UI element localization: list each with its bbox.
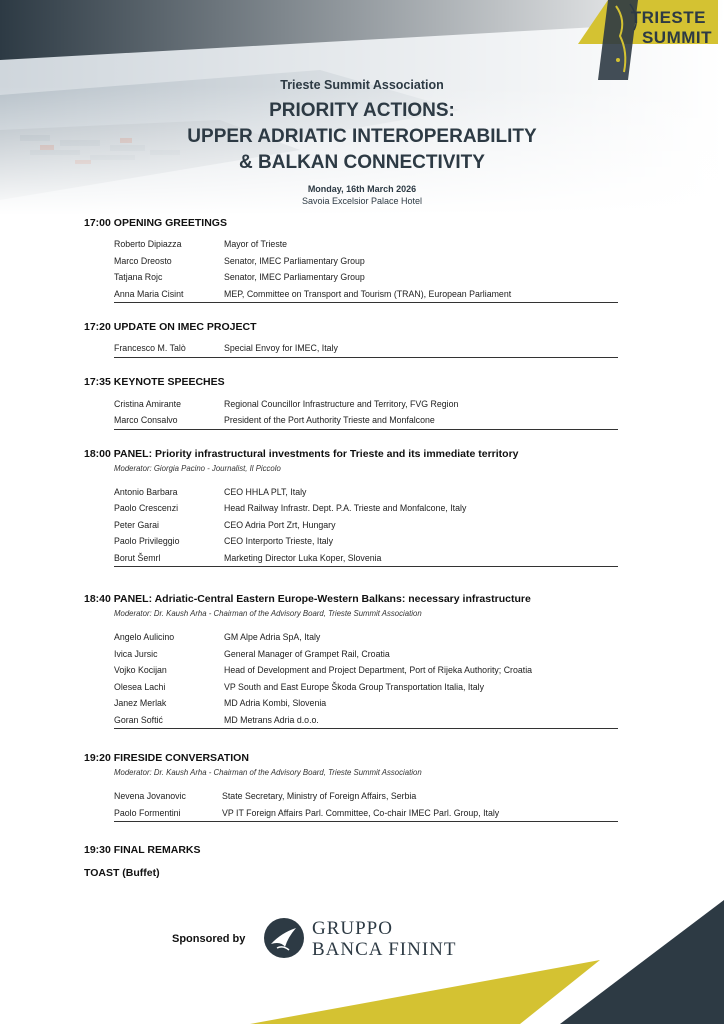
speaker-row (114, 646, 618, 663)
speaker-role: CEO HHLA PLT, Italy (224, 486, 307, 497)
moderator-note: Moderator: Giorgia Pacino - Journalist, Il Piccolo (114, 463, 281, 473)
speaker-list (114, 629, 618, 729)
title-line: UPPER ADRIATIC INTEROPERABILITY (187, 126, 537, 147)
speaker-name: Roberto Dipiazza (114, 239, 182, 249)
speaker-list (114, 340, 618, 358)
speaker-list (114, 788, 618, 822)
speaker-role: Mayor of Trieste (224, 239, 288, 249)
speaker-name: Marco Dreosto (114, 255, 172, 266)
sponsor-name-line1: GRUPPO (312, 918, 393, 939)
speaker-row (114, 533, 618, 550)
speaker-role: CEO Adria Port Zrt, Hungary (224, 519, 336, 530)
speaker-name: Marco Consalvo (114, 415, 178, 425)
title-line: PRIORITY ACTIONS: (269, 100, 455, 121)
speaker-row (114, 396, 618, 413)
speaker-role: Head of Development and Project Department, Port of Rijeka Authority; Croatia (224, 665, 533, 675)
speaker-role: Senator, IMEC Parliamentary Group (224, 272, 365, 282)
section-title: 17:00 OPENING GREETINGS (84, 217, 227, 229)
speaker-row (114, 662, 618, 679)
speaker-row (114, 500, 618, 517)
speaker-row (114, 679, 618, 696)
speaker-name: Ivica Jursic (114, 648, 158, 659)
speaker-row (114, 517, 618, 534)
speaker-row (114, 412, 618, 429)
event-venue: Savoia Excelsior Palace Hotel (301, 196, 423, 206)
speaker-name: Cristina Amirante (114, 398, 181, 409)
speaker-name: Anna Maria Cisint (114, 288, 184, 299)
speaker-row (114, 629, 618, 646)
section-title: 17:20 UPDATE ON IMEC PROJECT (84, 321, 257, 333)
speaker-list (114, 396, 618, 430)
sponsor-name-line2: BANCA FININT (312, 939, 457, 960)
event-date: Monday, 16th March 2026 (307, 184, 417, 194)
footer-decoration (0, 900, 724, 1024)
association-name: Trieste Summit Association (280, 78, 444, 92)
speaker-role: Special Envoy for IMEC, Italy (224, 343, 338, 353)
speaker-name: Nevena Jovanovic (114, 791, 186, 801)
speaker-name: Paolo Crescenzi (114, 503, 179, 513)
agenda-section (84, 216, 624, 303)
speaker-name: Janez Merlak (114, 698, 167, 708)
agenda-section (84, 320, 624, 358)
speaker-row (114, 550, 618, 567)
speaker-role: Regional Councillor Infrastructure and Territory, FVG Region (224, 398, 459, 409)
moderator-note: Moderator: Dr. Kaush Arha - Chairman of the Advisory Board, Trieste Summit Association (114, 609, 422, 618)
speaker-role: MD Adria Kombi, Slovenia (224, 698, 327, 708)
speaker-name: Paolo Formentini (114, 807, 181, 818)
speaker-row (114, 712, 618, 729)
speaker-row (114, 695, 618, 712)
speaker-name: Paolo Privileggio (114, 536, 180, 546)
speaker-list (114, 484, 618, 568)
speaker-role: MD Metrans Adria d.o.o. (224, 714, 319, 725)
speaker-name: Antonio Barbara (114, 486, 178, 497)
speaker-name: Vojko Kocijan (114, 665, 167, 675)
speaker-row (114, 484, 618, 501)
speaker-role: Marketing Director Luka Koper, Slovenia (224, 552, 382, 563)
speaker-name: Angelo Aulicino (114, 632, 175, 642)
speaker-name: Goran Softić (114, 714, 163, 725)
sponsor-label: Sponsored by (172, 933, 246, 945)
agenda-section (84, 375, 624, 430)
speaker-row (114, 340, 618, 357)
section-title: 18:40 PANEL: Adriatic-Central Eastern Europe-Western Balkans: necessary infrastructure (84, 593, 531, 605)
speaker-role: General Manager of Grampet Rail, Croatia (224, 648, 390, 659)
toast-buffet: TOAST (Buffet) (84, 867, 160, 879)
speaker-row (114, 788, 618, 805)
speaker-name: Borut Šemrl (114, 552, 161, 563)
moderator-note: Moderator: Dr. Kaush Arha - Chairman of the Advisory Board, Trieste Summit Association (114, 768, 422, 777)
speaker-row (114, 269, 618, 286)
title-line: & BALKAN CONNECTIVITY (239, 152, 485, 173)
speaker-row (114, 236, 618, 253)
speaker-row (114, 286, 618, 303)
page-title (0, 98, 724, 176)
speaker-role: State Secretary, Ministry of Foreign Affairs, Serbia (222, 791, 417, 801)
speaker-name: Olesea Lachi (114, 681, 166, 692)
section-title: 18:00 PANEL: Priority infrastructural investments for Trieste and its immediate territory (84, 447, 519, 460)
speaker-role: MEP, Committee on Transport and Tourism (TRAN), European Parliament (224, 288, 512, 299)
speaker-role: Head Railway Infrastr. Dept. P.A. Trieste and Monfalcone, Italy (224, 503, 467, 513)
speaker-name: Peter Garai (114, 519, 159, 530)
speaker-list (114, 236, 618, 303)
final-remarks: 19:30 FINAL REMARKS (84, 844, 201, 856)
speaker-role: Senator, IMEC Parliamentary Group (224, 255, 365, 266)
speaker-row (114, 253, 618, 270)
agenda (84, 216, 624, 879)
speaker-name: Tatjana Rojc (114, 272, 163, 282)
logo-text-summit: SUMMIT (641, 28, 712, 47)
section-title: 19:20 FIRESIDE CONVERSATION (84, 752, 249, 764)
speaker-role: GM Alpe Adria SpA, Italy (224, 632, 321, 642)
speaker-role: VP IT Foreign Affairs Parl. Committee, Co-chair IMEC Parl. Group, Italy (222, 807, 500, 818)
agenda-section (84, 592, 624, 729)
section-title: 17:35 KEYNOTE SPEECHES (84, 375, 225, 388)
logo-text-trieste: TRIESTE (630, 8, 706, 27)
agenda-section (84, 447, 624, 568)
speaker-role: VP South and East Europe Škoda Group Transportation Italia, Italy (224, 681, 484, 692)
speaker-row (114, 805, 618, 822)
speaker-role: CEO Interporto Trieste, Italy (224, 536, 334, 546)
speaker-name: Francesco M. Talò (114, 343, 186, 353)
document-header (0, 78, 724, 206)
agenda-section (84, 751, 624, 822)
speaker-role: President of the Port Authority Trieste and Monfalcone (224, 415, 435, 425)
